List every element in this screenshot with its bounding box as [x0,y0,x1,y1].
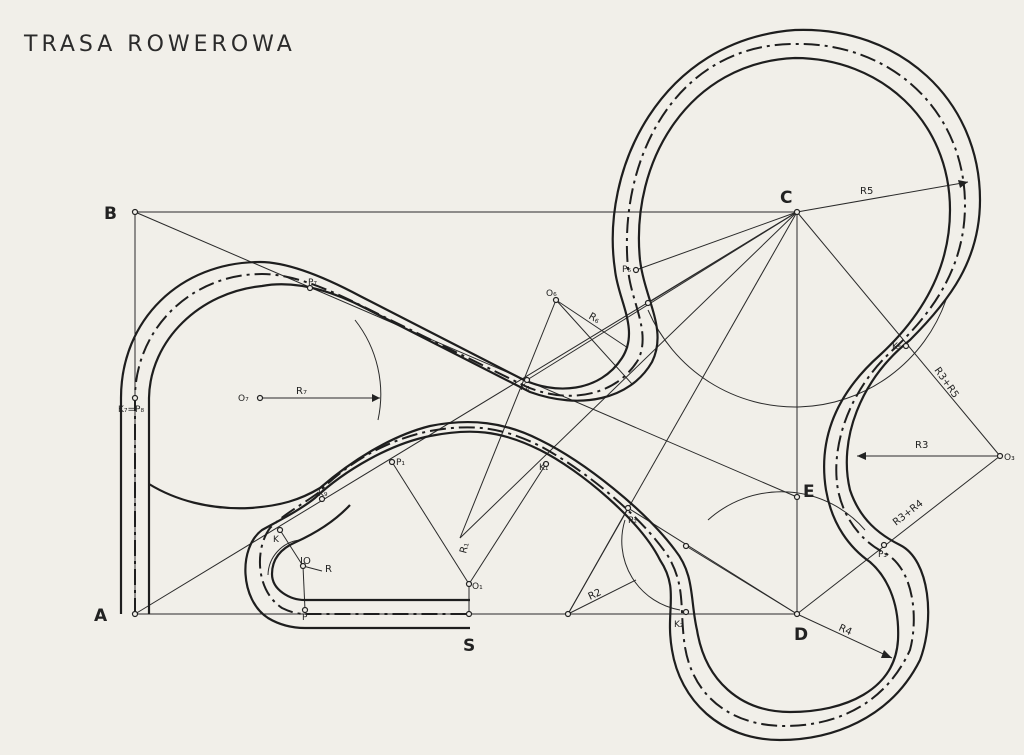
label-P2: P₂ [628,516,638,526]
label-R: R [325,564,332,575]
label-O7: O₇ [238,394,249,404]
label-C: C [780,188,793,208]
label-R2: R2 [586,587,604,603]
label-R6: R₆ [586,311,602,327]
label-R4: R4 [836,622,854,639]
label-D: D [794,625,809,645]
label-S: S [463,636,476,656]
label-O1: O₁ [472,582,483,592]
label-K2: K₂ [674,620,684,630]
label-O3: O₃ [1004,453,1015,463]
label-E: E [803,482,815,502]
label-R5: R5 [860,186,874,197]
label-R3R5: R3+R5 [931,365,961,401]
labels [94,186,1015,656]
bike-track [121,30,980,740]
label-P7: P₇ [308,278,318,288]
drawing-title: TRASA ROWEROWA [24,32,296,57]
label-K6: K₆ [520,383,530,393]
label-K1: K₁ [539,463,549,473]
label-A: A [94,606,108,626]
label-R3R4: R3+R4 [891,498,926,529]
label-P6: P₆ [622,265,632,275]
label-O6: O₆ [546,289,557,299]
label-K: K [273,535,279,545]
track-loop-inner [272,505,470,600]
label-P3: P₃ [878,550,888,560]
label-K9: K₉ [318,489,328,499]
label-K7P8: K₇=P₈ [118,405,145,415]
label-R1: R₁ [458,541,472,555]
construction-circles [268,300,946,610]
label-P: P [302,613,308,623]
label-P1: P₁ [396,458,406,468]
label-R3: R3 [915,440,929,451]
label-K5: K₅ [892,342,902,352]
label-B: B [104,204,117,224]
label-R7: R₇ [296,386,307,397]
label-IO: IO [300,556,311,567]
